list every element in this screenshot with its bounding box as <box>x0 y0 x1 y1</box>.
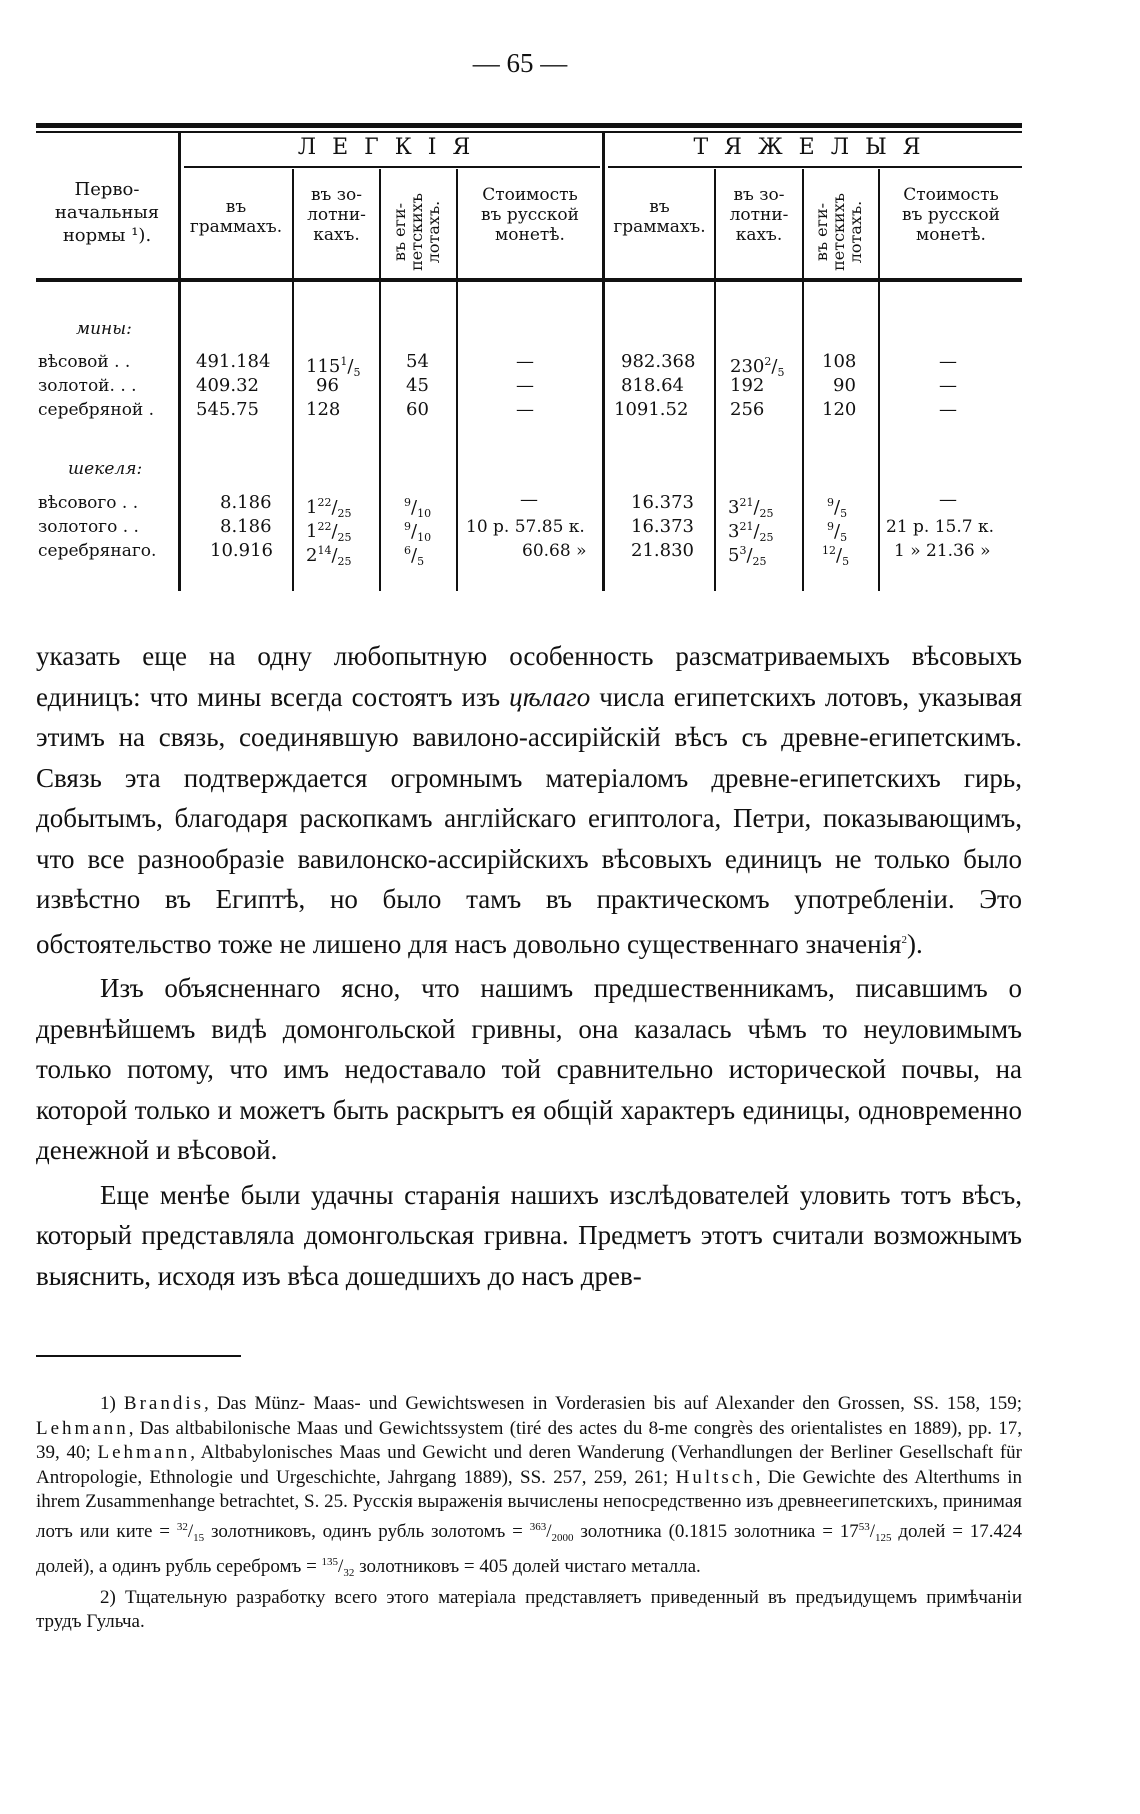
subheader-line: въ еги- <box>390 202 409 262</box>
denominator: 25 <box>759 531 774 544</box>
cell-lots: $^9/_{10}$ <box>404 520 432 544</box>
subheader-zolotnik <box>294 185 379 245</box>
denominator: 125 <box>875 1531 892 1544</box>
numerator: 6 <box>404 544 411 557</box>
paragraph: Изъ объясненнаго ясно, что нашимъ предшественникамъ, писавшимъ о древнѣйшемъ видѣ домонгольской гривны, она казалась чѣмъ то неуловимымъ только потому, что имъ недоставало той сравнительно исторической почвы, на которой только и можетъ быть раскрытъ ея общій характеръ единицы, одновременно денежной и вѣсовой. <box>36 973 1022 1165</box>
cell-grams: 982.368 <box>621 351 696 372</box>
subheader-line: петскихъ <box>829 193 848 271</box>
denominator: 5 <box>417 555 425 568</box>
paragraph: Еще менѣе были удачны старанія нашихъ изслѣдователей уловить тотъ вѣсъ, который представляла домонгольская гривна. Предметъ этотъ считали возможнымъ выяснить, исходя изъ вѣса дошедшихъ до насъ древ- <box>36 1179 1022 1291</box>
text-run: указать еще на одну любопытную особенность разсматриваемыхъ вѣсовыхъ единицъ: что мины всегда состоятъ изъ <box>36 641 1022 712</box>
denominator: 5 <box>840 507 848 520</box>
numerator: 22 <box>317 520 332 533</box>
table-header-rule <box>36 278 1022 282</box>
cell-zolotnik: 256 <box>730 399 765 420</box>
subheader-zolotnik <box>716 185 802 245</box>
cell-grams: 409.32 <box>196 375 259 396</box>
subheader-line: петскихъ <box>407 193 426 271</box>
cell-lots: 45 <box>406 375 429 396</box>
numerator: 9 <box>404 520 411 533</box>
whole: 5 <box>728 545 740 566</box>
subheader-line: лотахъ. <box>846 200 865 264</box>
numerator: 12 <box>822 544 836 557</box>
cell-lots: $^6/_5$ <box>404 544 425 568</box>
cell-zolotnik: 96 <box>316 375 339 396</box>
cell-cost: 60.68 » <box>522 541 587 561</box>
numerator: 32 <box>176 1520 188 1533</box>
denominator: 5 <box>353 366 361 379</box>
text-run: , Das altbabilonische Maas und Gewichtssystem (tiré des actes du 8-me congrès des orientalistes en 1889), pp. 17, 39, 40; <box>36 1417 1022 1463</box>
section-title: шекеля: <box>68 459 143 479</box>
text-run: , Altbabylonisches Maas und Gewicht und deren Wanderung (Verhandlungen der Berliner Gesellschaft für Antropologie, Ethnologie und Urgeschichte, Jahrgang 1889), SS. 257, 259, 261; <box>36 1442 1022 1488</box>
subheader-line: въ зо- <box>310 185 363 205</box>
numerator: 363 <box>529 1520 547 1533</box>
row-label: вѣсовой . . <box>38 352 131 372</box>
cell-cost: — <box>520 489 538 510</box>
cell-cost: — <box>939 375 957 396</box>
numerator: 21 <box>739 520 754 533</box>
numerator: 3 <box>739 544 747 557</box>
footnote-2: 2) Тщательную разработку всего этого матеріала представляетъ приведенный въ предъидущемъ примѣчаніи трудъ Гульча. <box>36 1586 1022 1632</box>
subheader-line: кахъ. <box>735 225 783 245</box>
subheader-line: граммахъ. <box>613 217 706 237</box>
subheader-cost <box>880 185 1022 245</box>
denominator: 32 <box>343 1567 355 1579</box>
row-label: вѣсового . . <box>38 493 139 513</box>
stub-header-line: нормы ¹). <box>62 225 152 246</box>
group-underline <box>608 166 1022 168</box>
cell-grams: 21.830 <box>631 540 694 561</box>
footnote-number: 1) <box>100 1393 124 1414</box>
subheader-line: лотни- <box>729 205 789 225</box>
subheader-lots <box>391 177 445 287</box>
whole: 3 <box>728 497 740 518</box>
cell-zolotnik: $2^{14}/_{25}$ <box>306 544 352 568</box>
cell-cost: — <box>516 351 534 372</box>
subheader-grams <box>605 197 714 237</box>
subheader-line: лотни- <box>307 205 366 225</box>
cell-lots: 120 <box>822 399 857 420</box>
cell-lots: 108 <box>822 351 857 372</box>
table-top-thin-rule <box>36 131 1022 133</box>
section-title: мины: <box>76 319 132 339</box>
cell-zolotnik: $1^{22}/_{25}$ <box>306 496 352 520</box>
cell-lots: $^9/_5$ <box>827 496 848 520</box>
text-run: золотника (0.1815 золотника = 17 <box>573 1520 859 1542</box>
subheader-line: лотахъ. <box>424 200 443 264</box>
numerator: 14 <box>317 544 332 557</box>
whole: 1 <box>306 497 318 518</box>
subheader-line: въ еги- <box>812 202 831 262</box>
group-header-heavy: ТЯЖЕЛЫЯ <box>693 135 937 160</box>
stub-header-line: Перво- <box>74 179 140 200</box>
numerator: 21 <box>739 496 754 509</box>
subheader-grams <box>180 197 292 237</box>
footnote-1 <box>36 1392 1022 1586</box>
whole: 2 <box>306 545 318 566</box>
subheader-line: Стоимость <box>903 185 999 205</box>
text-run: числа египетскихъ лотовъ, указывая этимъ на связь, соединявшую вавилоно-ассирійскій вѣсъ съ древне-египетскимъ. Связь эта подтверждается огромнымъ матеріаломъ древне-египетскихъ гирь, добытымъ, благодаря раскопкамъ англійскаго египтолога, Петри, показывающимъ, что все разнообразіе вавилонско-ассирійскихъ вѣсовыхъ единицъ не только было извѣстно въ Египтѣ, но было тамъ въ практическомъ употребленіи. Это обстоятельство тоже не лишено для насъ довольно существеннаго значенія <box>36 681 1022 959</box>
row-label: золотого . . <box>38 517 139 537</box>
cell-zolotnik: $5^3/_{25}$ <box>728 544 767 568</box>
subheader-line: въ <box>225 197 247 217</box>
numerator: 53 <box>858 1520 870 1533</box>
row-label: золотой. . . <box>38 376 137 396</box>
row-label: серебрянаго. <box>38 541 157 561</box>
subheader-line: въ зо- <box>733 185 785 205</box>
cell-lots: 60 <box>406 399 429 420</box>
cell-zolotnik: 128 <box>306 399 341 420</box>
cell-grams: 8.186 <box>220 492 272 513</box>
subheader-line: въ русской <box>902 205 1000 225</box>
text-run: золотниковъ, одинъ рубль золотомъ = <box>204 1520 530 1542</box>
subheader-line: монетѣ. <box>916 225 986 245</box>
cell-grams: 491.184 <box>196 351 271 372</box>
numerator: 9 <box>404 496 411 509</box>
weights-table <box>36 123 1022 591</box>
cell-lots: 54 <box>406 351 429 372</box>
whole: 1 <box>306 521 318 542</box>
cell-grams: 1091.52 <box>614 399 689 420</box>
numerator: 9 <box>827 520 834 533</box>
denominator: 25 <box>337 555 352 568</box>
col-divider <box>379 169 381 591</box>
text-run: долей = 17.424 долей), а одинъ рубль серебромъ = <box>36 1520 1022 1577</box>
text-run: , Das Münz- Maas- und Gewichtswesen in Vorderasien bis auf Alexander den Grossen, SS. 158, 159; <box>204 1393 1023 1414</box>
col-divider <box>802 169 804 591</box>
text-run: золотниковъ = 405 долей чистаго металла. <box>354 1556 701 1577</box>
stub-header-line: начальныя <box>54 202 160 223</box>
denominator: 15 <box>193 1531 205 1544</box>
denominator: 5 <box>777 366 785 379</box>
emphasis: цѣлаго <box>509 681 591 712</box>
whole: 230 <box>730 356 765 377</box>
cell-lots: $^9/_5$ <box>827 520 848 544</box>
cell-zolotnik: $115^1/_5$ <box>306 355 361 379</box>
footnotes <box>36 1392 1022 1635</box>
cell-grams: 16.373 <box>631 516 694 537</box>
cell-grams: 10.916 <box>210 540 273 561</box>
denominator: 10 <box>417 531 432 544</box>
cell-zolotnik: $230^2/_5$ <box>730 355 785 379</box>
cell-cost: — <box>939 351 957 372</box>
author: Brandis <box>123 1393 205 1414</box>
cell-zolotnik: $3^{21}/_{25}$ <box>728 496 774 520</box>
cell-cost: 10 р. 57.85 к. <box>466 517 585 537</box>
whole: 115 <box>306 356 341 377</box>
denominator: 5 <box>842 555 850 568</box>
cell-zolotnik: $1^{22}/_{25}$ <box>306 520 352 544</box>
denominator: 25 <box>337 507 352 520</box>
cell-zolotnik: 192 <box>730 375 765 396</box>
fraction: $^{53}/_{125}$ <box>858 1520 892 1544</box>
cell-lots: $^9/_{10}$ <box>404 496 432 520</box>
cell-grams: 8.186 <box>220 516 272 537</box>
text-run: ). <box>906 928 923 959</box>
cell-cost: — <box>516 399 534 420</box>
cell-zolotnik: $3^{21}/_{25}$ <box>728 520 774 544</box>
numerator: 22 <box>317 496 332 509</box>
cell-grams: 16.373 <box>631 492 694 513</box>
numerator: 1 <box>340 355 348 368</box>
cell-cost: 21 р. 15.7 к. <box>886 517 995 537</box>
fraction: $^{32}/_{15}$ <box>176 1520 205 1544</box>
whole: 3 <box>728 521 740 542</box>
denominator: 25 <box>752 555 767 568</box>
cell-cost: 1 » 21.36 » <box>894 541 991 561</box>
denominator: 10 <box>417 507 432 520</box>
text-run: , Die Gewichte des Alterthums in ihrem Zusammenhange betrachtet, S. 25. Русскія выраженія вычислены непосредственно изъ древнеегипетскихъ, принимая лотъ или ките = <box>36 1466 1022 1542</box>
group-underline <box>184 166 600 168</box>
subheader-line: кахъ. <box>313 225 360 245</box>
footnote-separator <box>36 1355 241 1357</box>
subheader-line: Стоимость <box>482 185 578 205</box>
denominator: 2000 <box>551 1531 574 1544</box>
row-label: серебряной . <box>38 400 155 420</box>
denominator: 5 <box>840 531 848 544</box>
author: Lehmann <box>97 1442 191 1463</box>
cell-grams: 545.75 <box>196 399 259 420</box>
cell-cost: — <box>516 375 534 396</box>
page-number: — 65 — <box>472 48 568 78</box>
subheader-line: граммахъ. <box>189 217 283 237</box>
table-top-rule <box>36 123 1022 128</box>
subheader-line: въ русской <box>481 205 579 225</box>
subheader-lots <box>813 177 867 287</box>
paragraph <box>36 636 1022 964</box>
cell-lots: $^{12}/_5$ <box>822 544 850 568</box>
group-header-light: ЛЕГКІЯ <box>297 135 487 160</box>
fraction: $^{363}/_{2000}$ <box>529 1520 574 1544</box>
fraction: $^{135}/_{32}$ <box>321 1556 355 1579</box>
numerator: 135 <box>321 1556 339 1568</box>
footnote-ref[interactable]: 2 <box>901 933 907 946</box>
denominator: 25 <box>759 507 774 520</box>
numerator: 9 <box>827 496 834 509</box>
cell-lots: 90 <box>833 375 856 396</box>
cell-cost: — <box>939 489 957 510</box>
subheader-line: монетѣ. <box>495 225 565 245</box>
subheader-line: въ <box>649 197 670 217</box>
stub-header <box>36 178 178 247</box>
numerator: 2 <box>764 355 772 368</box>
denominator: 25 <box>337 531 352 544</box>
cell-grams: 818.64 <box>621 375 684 396</box>
author: Lehmann <box>36 1417 129 1439</box>
subheader-cost <box>458 185 602 245</box>
author: Hultsch <box>675 1466 756 1488</box>
cell-cost: — <box>939 399 957 420</box>
body-text <box>36 636 1022 1296</box>
